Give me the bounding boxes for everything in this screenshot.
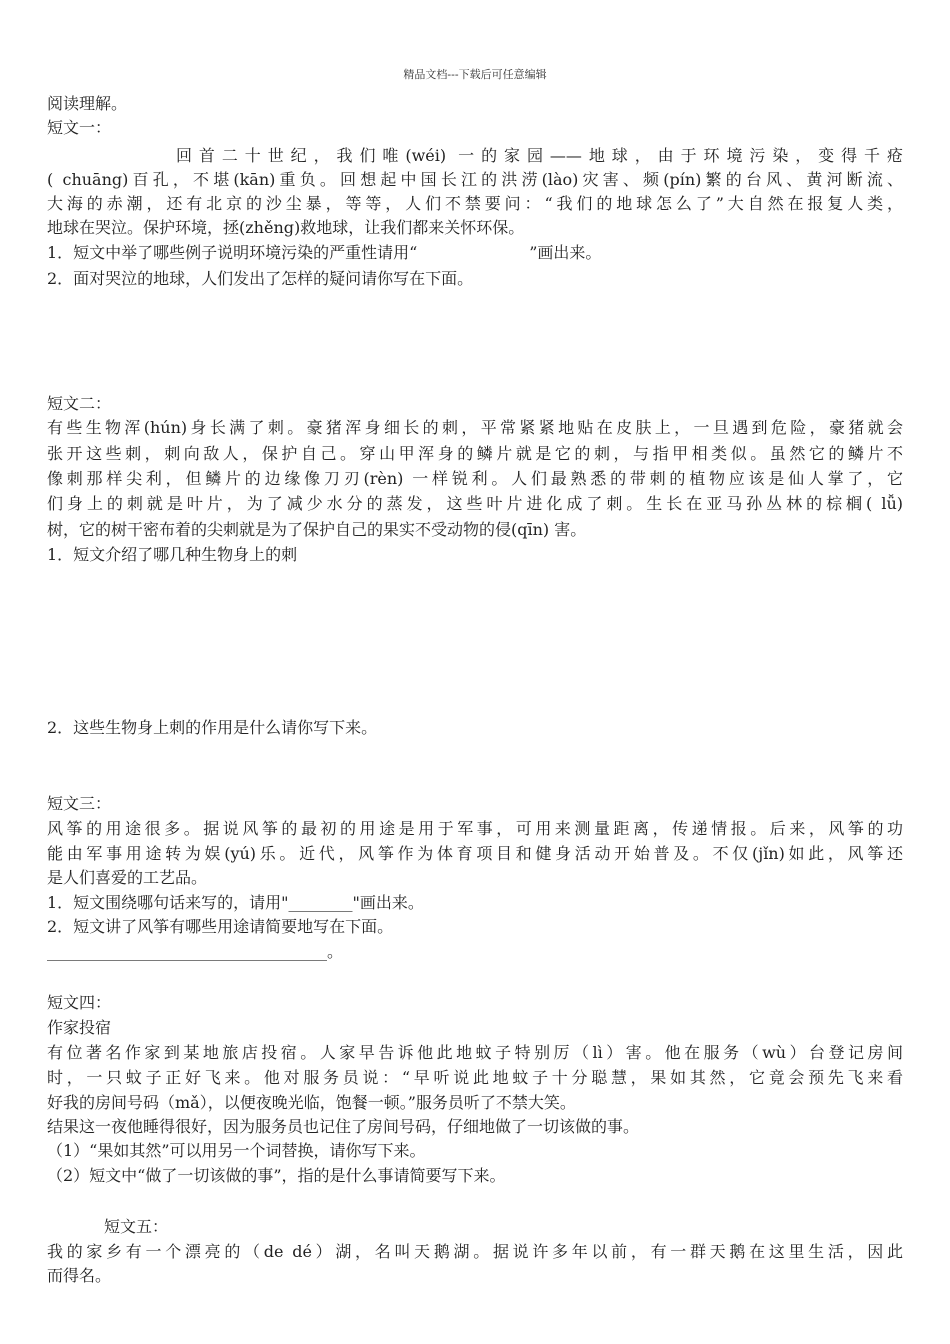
passage-3-line: 能由军事用途转为娱(yú)乐。近代，风筝作为体育项目和健身活动开始普及。不仅(jǐn)如此，风筝还: [47, 844, 903, 863]
passage-4-line: 时，一只蚊子正好飞来。他对服务员说：“早听说此地蚊子十分聪慧，果如其然，它竟会预先飞来看: [47, 1068, 903, 1087]
passage-2-question-2: 2．这些生物身上刺的作用是什么请你写下来。: [47, 718, 378, 737]
passage-3-line: 风筝的用途很多。据说风筝的最初的用途是用于军事，可用来测量距离，传递情报。后来，风筝的功: [47, 819, 903, 838]
passage-1-question-1: 1．短文中举了哪些例子说明环境污染的严重性请用“ ”画出来。: [47, 243, 602, 262]
passage-1-line: 回首二十世纪，我们唯(wéi) 一的家园——地球，由于环境污染，变得千疮: [176, 146, 903, 165]
passage-2-line: 树，它的树干密布着的尖刺就是为了保护自己的果实不受动物的侵(qīn) 害。: [47, 520, 587, 539]
passage-1-line: 大海的赤潮，还有北京的沙尘暴，等等，人们不禁要问：“我们的地球怎么了”大自然在报复人类，: [47, 194, 903, 213]
passage-3-line: 是人们喜爱的工艺品。: [47, 868, 208, 887]
passage-4-subtitle: 作家投宿: [47, 1018, 112, 1037]
passage-3-question-2: 2．短文讲了风筝有哪些用途请简要地写在下面。: [47, 917, 394, 936]
passage-2-line: 们身上的刺就是叶片，为了减少水分的蒸发，这些叶片进化成了刺。生长在亚马孙丛林的棕榈( lǚ): [47, 494, 903, 513]
passage-3-answer-blank: ___________________________________。: [47, 942, 344, 961]
passage-4-line: 结果这一夜他睡得很好，因为服务员也记住了房间号码，仔细地做了一切该做的事。: [47, 1117, 640, 1136]
intro-heading: 阅读理解。: [47, 94, 128, 113]
passage-1-title: 短文一：: [47, 118, 112, 137]
passage-2-line: 有些生物浑(hún)身长满了刺。豪猪浑身细长的刺，平常紧紧地贴在皮肤上，一旦遇到危险，豪猪就会: [47, 418, 903, 437]
passage-1-line: ( chuāng)百孔，不堪(kān)重负。回想起中国长江的洪涝(lào)灾害、频(pín)繁的台风、黄河断流、: [47, 170, 903, 189]
page-header: 精品文档---下载后可任意编辑: [403, 68, 547, 81]
passage-4-line: 好我的房间号码（mǎ），以便夜晚光临，饱餐一顿。”服务员听了不禁大笑。: [47, 1093, 576, 1112]
passage-2-question-1: 1．短文介绍了哪几种生物身上的刺: [47, 545, 298, 564]
passage-1-line: 地球在哭泣。保护环境，拯(zhěng)救地球，让我们都来关怀环保。: [47, 218, 525, 237]
passage-2-line: 张开这些刺，刺向敌人，保护自己。穿山甲浑身的鳞片就是它的刺，与指甲相类似。虽然它的鳞片不: [47, 444, 903, 463]
passage-2-line: 像刺那样尖利，但鳞片的边缘像刀刃(rèn) 一样锐利。人们最熟悉的带刺的植物应该是仙人掌了，它: [47, 469, 903, 488]
passage-3-title: 短文三：: [47, 794, 112, 813]
passage-3-question-1: 1．短文围绕哪句话来写的，请用"________"画出来。: [47, 893, 424, 912]
passage-4-question-1: （1）“果如其然”可以用另一个词替换，请你写下来。: [47, 1141, 426, 1160]
passage-5-title: 短文五：: [104, 1217, 169, 1236]
passage-4-question-2: （2）短文中“做了一切该做的事”，指的是什么事请简要写下来。: [47, 1166, 506, 1185]
passage-5-line: 我的家乡有一个漂亮的（de dé）湖，名叫天鹅湖。据说许多年以前，有一群天鹅在这里生活，因此: [47, 1242, 903, 1261]
passage-4-title: 短文四：: [47, 993, 112, 1012]
passage-4-line: 有位著名作家到某地旅店投宿。人家早告诉他此地蚊子特别厉（lì）害。他在服务（wù）台登记房间: [47, 1043, 903, 1062]
passage-2-title: 短文二：: [47, 394, 112, 413]
passage-5-line: 而得名。: [47, 1266, 112, 1285]
passage-1-question-2: 2．面对哭泣的地球，人们发出了怎样的疑问请你写在下面。: [47, 269, 474, 288]
